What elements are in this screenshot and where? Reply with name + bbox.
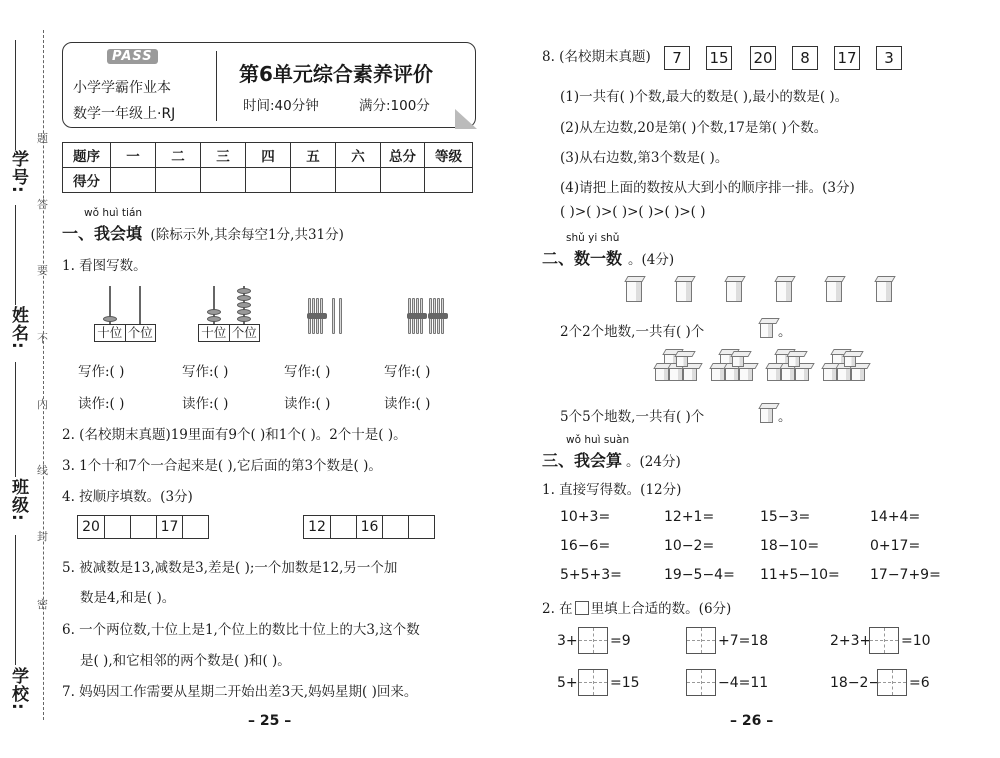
answer-box[interactable] bbox=[578, 669, 608, 696]
read-answer-3[interactable]: 读作:( ) bbox=[284, 396, 331, 412]
subject-grade: 数学一年级上·RJ bbox=[73, 106, 176, 122]
cube-icon bbox=[676, 280, 692, 302]
sequence-box: 12 bbox=[308, 519, 326, 535]
fill-text: −4=11 bbox=[718, 675, 769, 691]
fill-text: =10 bbox=[901, 633, 931, 649]
score-cell[interactable] bbox=[291, 168, 336, 193]
stick-bundle bbox=[408, 298, 426, 334]
section1-title: 一、我会填 bbox=[62, 224, 143, 243]
question-5-line1: 5. 被减数是13,减数是3,差是( );一个加数是12,另一个加 bbox=[62, 560, 398, 576]
score-cell[interactable] bbox=[246, 168, 291, 193]
table-cell: 得分 bbox=[63, 168, 111, 193]
section2-title: 二、数一数 bbox=[542, 249, 623, 268]
question-5-line2: 数是4,和是( )。 bbox=[80, 590, 176, 606]
cut-word: 封 bbox=[37, 530, 48, 543]
question-8-label: 8. (名校期末真题) bbox=[542, 49, 651, 65]
sequence-box: 16 bbox=[356, 516, 382, 538]
table-row bbox=[63, 168, 473, 193]
calc-item: 14+4= bbox=[870, 509, 921, 525]
fill-text: 5+ bbox=[557, 675, 578, 691]
sequence-boxes-1 bbox=[77, 515, 209, 539]
exam-time: 时间:40分钟 bbox=[243, 98, 319, 114]
question-8-part2: (2)从左边数,20是第( )个数,17是第( )个数。 bbox=[560, 120, 828, 136]
read-answer-4[interactable]: 读作:( ) bbox=[384, 396, 431, 412]
question-3: 3. 1个十和7个一合起来是( ),它后面的第3个数是( )。 bbox=[62, 458, 382, 474]
calc-item: 10+3= bbox=[560, 509, 611, 525]
single-stick bbox=[332, 298, 335, 334]
answer-box[interactable] bbox=[578, 627, 608, 654]
section1-note: 。(除标示外,其余每空1分,共31分) bbox=[137, 227, 344, 243]
number-card: 17 bbox=[834, 46, 860, 70]
punctuation: 。 bbox=[778, 409, 792, 425]
cube-icon bbox=[776, 280, 792, 302]
class-blank[interactable] bbox=[15, 362, 16, 477]
cut-word: 要 bbox=[37, 264, 48, 277]
full-score: 满分:100分 bbox=[359, 98, 430, 114]
number-card: 3 bbox=[876, 46, 902, 70]
series-name: 小学学霸作业本 bbox=[73, 80, 171, 96]
section3-note: 。(24分) bbox=[626, 454, 681, 470]
student-id-label: 学号: bbox=[8, 150, 28, 194]
section2-note: 。(4分) bbox=[628, 252, 675, 268]
question-1: 1. 看图写数。 bbox=[62, 258, 147, 274]
cut-word: 不 bbox=[37, 332, 48, 345]
page-number-right: – 26 – bbox=[730, 713, 774, 729]
calc-item: 17−7+9= bbox=[870, 567, 941, 583]
name-blank[interactable] bbox=[15, 205, 16, 305]
table-cell: 二 bbox=[156, 143, 201, 168]
score-cell[interactable] bbox=[425, 168, 473, 193]
sequence-box[interactable] bbox=[182, 516, 208, 538]
number-card: 15 bbox=[706, 46, 732, 70]
page-title: 第6单元综合素养评价 bbox=[239, 62, 433, 86]
question-6-line1: 6. 一个两位数,十位上是1,个位上的数比十位上的大3,这个数 bbox=[62, 622, 420, 638]
score-cell[interactable] bbox=[156, 168, 201, 193]
sequence-box[interactable] bbox=[104, 516, 130, 538]
page-number-left: – 25 – bbox=[248, 713, 292, 729]
school-blank[interactable] bbox=[15, 535, 16, 665]
answer-box[interactable] bbox=[869, 627, 899, 654]
read-answer-2[interactable]: 读作:( ) bbox=[182, 396, 229, 412]
sequence-box[interactable] bbox=[382, 516, 408, 538]
sequence-box[interactable] bbox=[408, 516, 434, 538]
abacus-ones-label: 个位 bbox=[125, 325, 156, 341]
abacus-ones-label: 个位 bbox=[229, 325, 260, 341]
stick-bundle bbox=[308, 298, 326, 334]
sequence-box[interactable] bbox=[130, 516, 156, 538]
table-row bbox=[63, 143, 473, 168]
fill-text: =15 bbox=[610, 675, 640, 691]
table-cell: 总分 bbox=[381, 143, 425, 168]
table-cell: 题序 bbox=[63, 143, 111, 168]
question-3-2: 2. 在 里填上合适的数。(6分) bbox=[542, 601, 732, 617]
header-card bbox=[62, 42, 476, 128]
cut-word: 线 bbox=[37, 464, 48, 477]
cut-word: 内 bbox=[37, 398, 48, 411]
cube-icon bbox=[726, 280, 742, 302]
answer-box[interactable] bbox=[686, 669, 716, 696]
question-4: 4. 按顺序填数。(3分) bbox=[62, 489, 193, 505]
question-7: 7. 妈妈因工作需要从星期二开始出差3天,妈妈星期( )回来。 bbox=[62, 684, 418, 700]
table-cell: 三 bbox=[201, 143, 246, 168]
single-stick bbox=[339, 298, 342, 334]
fill-text: +7=18 bbox=[718, 633, 769, 649]
calc-item: 10−2= bbox=[664, 538, 715, 554]
count-by-twos: 2个2个地数,一共有( )个 bbox=[560, 324, 705, 340]
score-cell[interactable] bbox=[336, 168, 381, 193]
cube-icon bbox=[876, 280, 892, 302]
calc-item: 18−10= bbox=[760, 538, 820, 554]
cube-icon bbox=[760, 322, 773, 338]
abacus-picture-2 bbox=[198, 284, 260, 344]
question-8-part3: (3)从右边数,第3个数是( )。 bbox=[560, 150, 729, 166]
question-8-part1: (1)一共有( )个数,最大的数是( ),最小的数是( )。 bbox=[560, 89, 849, 105]
answer-box[interactable] bbox=[686, 627, 716, 654]
cut-word: 密 bbox=[37, 598, 48, 611]
header-divider bbox=[216, 51, 217, 121]
name-label: 姓名: bbox=[8, 306, 28, 350]
score-cell[interactable] bbox=[381, 168, 425, 193]
section3-title: 三、我会算 bbox=[542, 451, 623, 470]
order-answer-row[interactable]: ( )>( )>( )>( )>( )>( ) bbox=[560, 204, 706, 220]
cube-icon bbox=[760, 407, 773, 423]
fill-text: =6 bbox=[909, 675, 930, 691]
square-icon bbox=[575, 601, 589, 615]
punctuation: 。 bbox=[778, 324, 792, 340]
number-card: 20 bbox=[750, 46, 776, 70]
table-cell: 等级 bbox=[425, 143, 473, 168]
fill-text: 2+3+ bbox=[830, 633, 872, 649]
question-6-line2: 是( ),和它相邻的两个数是( )和( )。 bbox=[80, 653, 291, 669]
table-cell: 四 bbox=[246, 143, 291, 168]
question-2: 2. (名校期末真题)19里面有9个( )和1个( )。2个十是( )。 bbox=[62, 427, 407, 443]
read-answer-1[interactable]: 读作:( ) bbox=[78, 396, 125, 412]
fill-text: 18−2− bbox=[830, 675, 881, 691]
section2-pinyin: shǔ yi shǔ bbox=[566, 232, 620, 244]
count-by-fives: 5个5个地数,一共有( )个 bbox=[560, 409, 705, 425]
table-cell: 一 bbox=[111, 143, 156, 168]
student-id-blank[interactable] bbox=[15, 40, 16, 150]
section1-pinyin: wǒ huì tián bbox=[84, 207, 143, 219]
calc-item: 11+5−10= bbox=[760, 567, 840, 583]
write-answer-2[interactable]: 写作:( ) bbox=[182, 364, 229, 380]
calc-item: 5+5+3= bbox=[560, 567, 622, 583]
question-3-1: 1. 直接写得数。(12分) bbox=[542, 482, 682, 498]
sequence-box[interactable] bbox=[330, 516, 356, 538]
fill-text: 3+ bbox=[557, 633, 578, 649]
class-label: 班级: bbox=[8, 478, 28, 522]
calc-item: 15−3= bbox=[760, 509, 811, 525]
calc-item: 12+1= bbox=[664, 509, 715, 525]
abacus-tens-label: 十位 bbox=[201, 325, 227, 340]
page-curl-decoration bbox=[455, 109, 477, 129]
fill-text: =9 bbox=[610, 633, 631, 649]
sequence-box: 17 bbox=[156, 516, 182, 538]
score-table bbox=[62, 142, 473, 193]
sequence-box: 20 bbox=[82, 519, 100, 535]
abacus-picture-1 bbox=[94, 284, 156, 344]
section3-pinyin: wǒ huì suàn bbox=[566, 434, 630, 446]
score-cell[interactable] bbox=[111, 168, 156, 193]
number-card: 7 bbox=[664, 46, 690, 70]
score-cell[interactable] bbox=[201, 168, 246, 193]
write-answer-3[interactable]: 写作:( ) bbox=[284, 364, 331, 380]
table-cell: 五 bbox=[291, 143, 336, 168]
school-label: 学校: bbox=[8, 667, 28, 711]
cut-word: 答 bbox=[37, 198, 48, 211]
sequence-boxes-2 bbox=[303, 515, 435, 539]
write-answer-4[interactable]: 写作:( ) bbox=[384, 364, 431, 380]
pass-logo: PASS bbox=[107, 49, 158, 64]
cube-icon bbox=[826, 280, 842, 302]
table-cell: 六 bbox=[336, 143, 381, 168]
answer-box[interactable] bbox=[877, 669, 907, 696]
question-8-part4: (4)请把上面的数按从大到小的顺序排一排。(3分) bbox=[560, 180, 855, 196]
write-answer-1[interactable]: 写作:( ) bbox=[78, 364, 125, 380]
calc-item: 16−6= bbox=[560, 538, 611, 554]
cube-icon bbox=[626, 280, 642, 302]
calc-item: 0+17= bbox=[870, 538, 921, 554]
stick-bundle bbox=[429, 298, 447, 334]
number-card: 8 bbox=[792, 46, 818, 70]
abacus-tens-label: 十位 bbox=[97, 325, 123, 340]
cut-word: 题 bbox=[37, 132, 48, 145]
calc-item: 19−5−4= bbox=[664, 567, 735, 583]
